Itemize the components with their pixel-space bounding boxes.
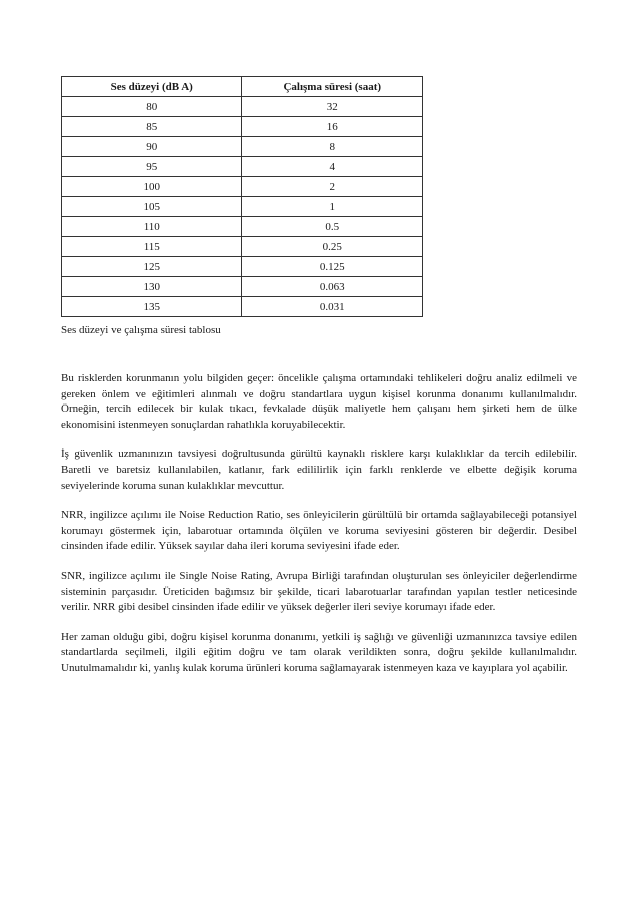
duration-cell: 0.125	[242, 257, 423, 277]
table-row	[62, 257, 423, 277]
paragraph-conclusion: Her zaman olduğu gibi, doğru kişisel korunma donanımı, yetkili iş sağlığı ve güvenliği uzmanınızca tavsiye edilen standartlarda seçilmeli, ilgili eğitim doğru ve tam olarak verildikten sonra, doğru şekilde kullanılmalıdır. Unutulmamalıdır ki, yanlış kulak koruma ürünleri koruma sağlamayarak istenmeyen kaza ve kayıplara yol açabilir.	[61, 630, 577, 674]
duration-cell: 8	[242, 137, 423, 157]
noise-level-cell: 105	[62, 197, 242, 217]
noise-level-cell: 90	[62, 137, 242, 157]
noise-level-cell: 115	[62, 237, 242, 257]
duration-cell: 4	[242, 157, 423, 177]
table-row	[62, 197, 423, 217]
table-header-row	[62, 77, 423, 97]
noise-level-cell: 95	[62, 157, 242, 177]
table-row	[62, 157, 423, 177]
duration-cell: 16	[242, 117, 423, 137]
table-row	[62, 237, 423, 257]
noise-level-cell: 135	[62, 297, 242, 317]
column-header-work-duration: Çalışma süresi (saat)	[242, 77, 423, 97]
paragraph-snr: SNR, ingilizce açılımı ile Single Noise Rating, Avrupa Birliği tarafından oluşturulan ses önleyiciler değerlendirme sisteminin parçasıdır. Üreticiden bağımsız bir şekilde, ticari labarotuarlar tarafından yapılan testler neticesinde verilir. NRR gibi desibel cinsinden ifade edilir ve yüksek değerler ileri seviye korumayı ifade eder.	[61, 569, 577, 614]
table-row	[62, 117, 423, 137]
table-row	[62, 137, 423, 157]
column-header-noise-level: Ses düzeyi (dB A)	[62, 77, 242, 97]
noise-level-cell: 130	[62, 277, 242, 297]
paragraph-nrr: NRR, ingilizce açılımı ile Noise Reduction Ratio, ses önleyicilerin gürültülü bir ortamda sağlayabileceği potansiyel korumayı göstermek için, labarotuar ortamında ölçülen ve koruma seviyesini gösteren bir değerdir. Desibel cinsinden ifade edilir. Yüksek sayılar daha ileri koruma seviyesini ifade eder.	[61, 509, 577, 553]
duration-cell: 0.5	[242, 217, 423, 237]
table-row	[62, 277, 423, 297]
noise-level-cell: 80	[62, 97, 242, 117]
table-row	[62, 97, 423, 117]
noise-exposure-table	[61, 76, 423, 317]
table-row	[62, 297, 423, 317]
table-caption: Ses düzeyi ve çalışma süresi tablosu	[61, 324, 221, 336]
duration-cell: 32	[242, 97, 423, 117]
duration-cell: 0.031	[242, 297, 423, 317]
table-row	[62, 177, 423, 197]
noise-level-cell: 85	[62, 117, 242, 137]
noise-level-cell: 110	[62, 217, 242, 237]
noise-level-cell: 125	[62, 257, 242, 277]
paragraph-protection: Bu risklerden korunmanın yolu bilgiden geçer: öncelikle çalışma ortamındaki tehlikeleri doğru analiz edilmeli ve gereken önlem ve eğitimleri alınmalı ve doğru standartlara uygun kişisel korunma donanımı kullanılmalıdır. Örneğin, tercih edilecek bir kulak tıkacı, fevkalade düşük maliyetle hem çalışanı hem şirketi hem de ülke ekonomisini istenmeyen sonuçlardan rahatlıkla koruyabilecektir.	[61, 372, 577, 431]
duration-cell: 0.063	[242, 277, 423, 297]
body-text	[61, 371, 577, 691]
duration-cell: 0.25	[242, 237, 423, 257]
paragraph-headphones: İş güvenlik uzmanınızın tavsiyesi doğrultusunda gürültü kaynaklı risklere karşı kulaklıklar da tercih edilebilir. Baretli ve baretsiz kullanılabilen, katlanır, fark edililirlik için farklı renklerde ve elbette değişik koruma seviyelerinde koruma sunan kulaklıklar mevcuttur.	[61, 448, 577, 492]
table-row	[62, 217, 423, 237]
duration-cell: 1	[242, 197, 423, 217]
noise-level-cell: 100	[62, 177, 242, 197]
duration-cell: 2	[242, 177, 423, 197]
